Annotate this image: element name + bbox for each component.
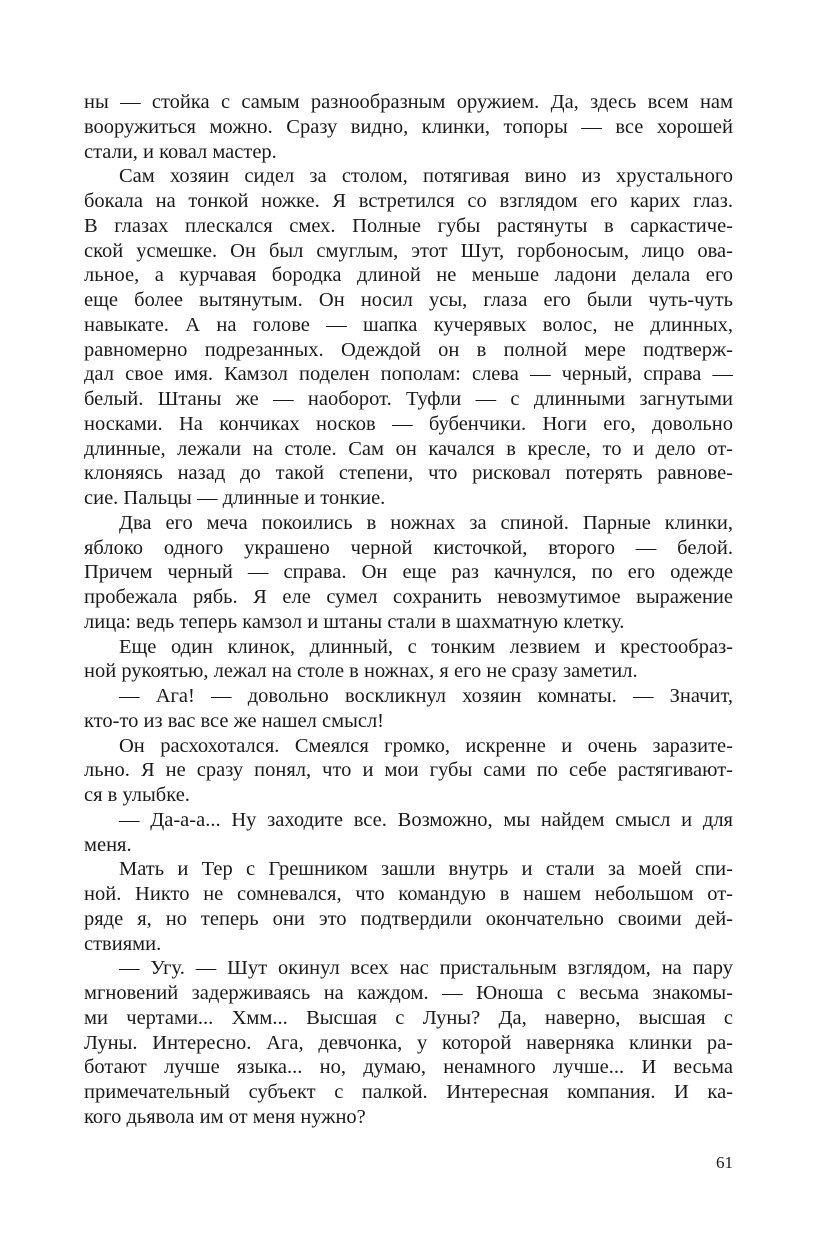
text-line: яблоко одного украшено черной кисточкой, второго — белой. <box>84 536 733 559</box>
text-line: еще более вытянутым. Он носил усы, глаза его были чуть-чуть <box>84 289 733 311</box>
text-line: Мать и Тер с Грешником зашли внутрь и стали за моей спи- <box>119 858 733 881</box>
text-line: дал свое имя. Камзол поделен пополам: слева — черный, справа — <box>84 363 733 386</box>
text-line: — Угу. — Шут окинул всех нас пристальным взглядом, на пару <box>119 957 733 980</box>
text-line: Два его меча покоились в ножнах за спиной. Парные клинки, <box>119 511 733 534</box>
text-line: ской усмешке. Он был смуглым, этот Шут, горбоносым, лицо ова- <box>84 239 733 262</box>
text-line: мгновений задерживаясь на каждом. — Юноша с весьма знакомы- <box>84 982 733 1004</box>
text-line: Причем черный — справа. Он еще раз качнулся, по его одежде <box>84 561 733 584</box>
text-line: ми чертами... Хмм... Высшая с Луны? Да, наверно, высшая с <box>84 1006 733 1029</box>
book-page-body <box>84 90 733 1130</box>
text-line: клоняясь назад до такой степени, что рисковал потерять равнове- <box>84 462 733 485</box>
text-line: льное, а курчавая бородка длиной не меньше ладони делала его <box>84 264 733 287</box>
text-line: ся в улыбке. <box>84 784 190 806</box>
text-line: меня. <box>84 833 132 856</box>
text-line: равномерно подрезанных. Одеждой он в полной мере подтверж- <box>84 338 733 361</box>
text-line: носками. На кончиках носков — бубенчики. Ноги его, довольно <box>84 412 733 435</box>
text-line: кого дьявола им от меня нужно? <box>84 1105 366 1128</box>
text-line: длинные, лежали на столе. Сам он качался в кресле, то и дело от- <box>84 437 733 460</box>
text-line: вооружиться можно. Сразу видно, клинки, топоры — все хорошей <box>84 115 733 138</box>
text-line: навыкате. А на голове — шапка кучерявых волос, не длинных, <box>84 313 733 336</box>
text-line: ны — стойка с самым разнообразным оружием. Да, здесь всем нам <box>84 91 733 113</box>
text-line: кто-то из вас все же нашел смысл! <box>84 709 385 732</box>
page-number: 61 <box>716 1153 733 1172</box>
text-line: Сам хозяин сидел за столом, потягивая вино из хрустального <box>119 165 733 188</box>
text-line: пробежала рябь. Я еле сумел сохранить невозмутимое выражение <box>84 586 733 608</box>
text-line: сие. Пальцы — длинные и тонкие. <box>84 487 386 509</box>
text-line: ной. Никто не сомневался, что командую в нашем небольшом от- <box>84 883 733 905</box>
text-line: ботают лучше языка... но, думаю, ненамного лучше... И весьма <box>84 1056 733 1079</box>
text-line: белый. Штаны же — наоборот. Туфли — с длинными загнутыми <box>84 388 733 410</box>
text-line: ряде я, но теперь они это подтвердили окончательно своими дей- <box>84 907 733 930</box>
text-line: Он расхохотался. Смеялся громко, искренне и очень заразите- <box>119 734 733 757</box>
text-line: стали, и ковал мастер. <box>84 140 277 163</box>
text-line: ствиями. <box>84 932 162 955</box>
text-line: ной рукоятью, лежал на столе в ножнах, я его не сразу заметил. <box>84 660 638 683</box>
text-line: Луны. Интересно. Ага, девчонка, у которой наверняка клинки ра- <box>84 1031 733 1054</box>
text-line: примечательный субъект с палкой. Интересная компания. И ка- <box>84 1081 733 1103</box>
text-line: льно. Я не сразу понял, что и мои губы сами по себе растягивают- <box>84 759 733 782</box>
text-line: бокала на тонкой ножке. Я встретился со взглядом его карих глаз. <box>84 190 733 212</box>
text-line: лица: ведь теперь камзол и штаны стали в шахматную клетку. <box>84 610 625 633</box>
text-line: Еще один клинок, длинный, с тонким лезвием и крестообраз- <box>119 635 733 658</box>
text-line: В глазах плескался смех. Полные губы растянуты в саркастиче- <box>84 214 733 237</box>
text-line: — Ага! — довольно воскликнул хозяин комнаты. — Значит, <box>119 685 733 707</box>
text-line: — Да-а-а... Ну заходите все. Возможно, мы найдем смысл и для <box>119 808 733 831</box>
